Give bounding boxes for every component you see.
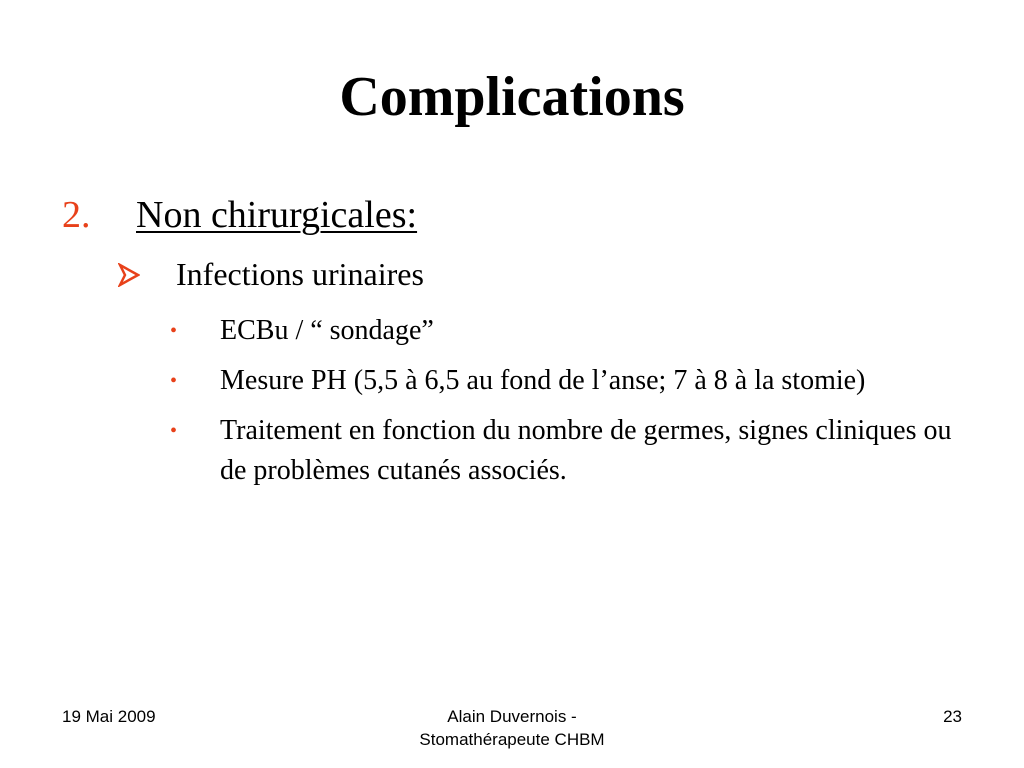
list-item (166, 311, 966, 351)
slide-title: Complications (339, 66, 685, 128)
bullet-dot-icon: • (170, 370, 178, 392)
section-number: 2. (62, 194, 91, 236)
subsection-label: Infections urinaires (176, 256, 424, 292)
bullet-text: ECBu / “ sondage” (220, 315, 434, 346)
bullet-text: Mesure PH (5,5 à 6,5 au fond de l’anse; 7 à 8 à la stomie) (220, 365, 866, 396)
footer-author-line1: Alain Duvernois - (447, 707, 577, 726)
footer-author (362, 705, 662, 751)
footer-author-line2: Stomathérapeute CHBM (419, 730, 605, 749)
section-label: Non chirurgicales: (136, 194, 418, 236)
section-heading (62, 191, 417, 239)
list-item (166, 411, 966, 491)
arrow-chevron-icon (118, 252, 176, 296)
bullet-dot-icon: • (170, 320, 178, 342)
footer-date: 19 Mai 2009 (62, 707, 156, 726)
footer-page-number: 23 (943, 707, 962, 726)
subsection-heading (118, 252, 424, 296)
bullet-dot-icon: • (170, 420, 178, 442)
bullet-text: Traitement en fonction du nombre de germes, signes cliniques ou de problèmes cutanés associés. (220, 415, 952, 486)
bullet-list (166, 311, 966, 501)
list-item (166, 361, 966, 401)
